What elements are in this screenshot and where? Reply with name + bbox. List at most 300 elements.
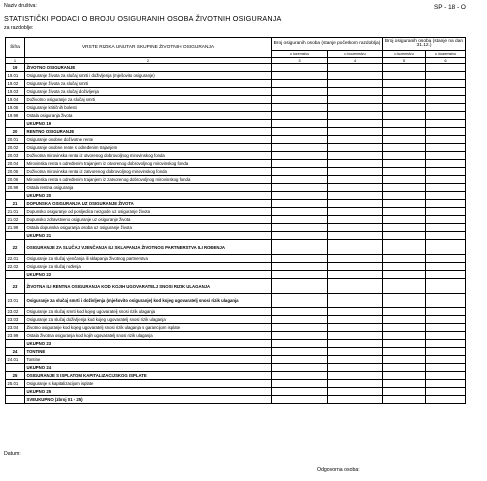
row-label: RENTNO OSIGURANJE: [25, 128, 272, 136]
value-cell[interactable]: [426, 240, 466, 255]
value-cell[interactable]: [383, 232, 426, 240]
row-code: 23: [6, 279, 25, 294]
row-code: 21.99: [6, 224, 25, 232]
value-cell[interactable]: [426, 356, 466, 364]
value-cell[interactable]: [272, 224, 328, 232]
value-cell[interactable]: [272, 192, 328, 200]
value-cell[interactable]: [383, 168, 426, 176]
row-label: Osiguranje s kapitalizacijom isplate: [25, 380, 272, 388]
value-cell[interactable]: [272, 88, 328, 96]
value-cell[interactable]: [383, 396, 426, 404]
value-cell[interactable]: [272, 356, 328, 364]
value-cell[interactable]: [328, 64, 383, 72]
col-number: 3: [272, 58, 328, 64]
row-code: [6, 396, 25, 404]
value-cell[interactable]: [328, 80, 383, 88]
value-cell[interactable]: [383, 224, 426, 232]
table-row: [6, 120, 466, 128]
value-cell[interactable]: [328, 348, 383, 356]
row-label: ŽIVOTNA ILI RENTNA OSIGURANJA KOD KOJIH UGOVARATELJ SNOSI RIZIK ULAGANJA: [25, 279, 272, 294]
row-label: OSIGURANJE ZA SLUČAJ VJENČANJA ILI SKLAPANJA ŽIVOTNOG PARTNERSTVA ILI ROĐENJA: [25, 240, 272, 255]
value-cell[interactable]: [272, 332, 328, 340]
table-row: [6, 136, 466, 144]
col-type-header: VRSTE RIZIKA UNUTAR SKUPINE ŽIVOTNIH OSIGURANJA: [25, 38, 272, 58]
value-cell[interactable]: [383, 308, 426, 316]
value-cell[interactable]: [426, 396, 466, 404]
row-code: 24: [6, 348, 25, 356]
value-cell[interactable]: [383, 136, 426, 144]
row-code: [6, 232, 25, 240]
value-cell[interactable]: [328, 232, 383, 240]
row-code: [6, 388, 25, 396]
value-cell[interactable]: [426, 192, 466, 200]
table-row: [6, 152, 466, 160]
row-label: Ostala dopunska osiguranja osoba uz osiguranje života: [25, 224, 272, 232]
value-cell[interactable]: [426, 104, 466, 112]
row-label: Osiguranje za slučaj rođenja: [25, 263, 272, 271]
value-cell[interactable]: [383, 96, 426, 104]
row-label: Doživotna mirovinska renta iz zatvorenog dobrovoljnog mirovinskog fonda: [25, 168, 272, 176]
table-row: [6, 72, 466, 80]
value-cell[interactable]: [328, 176, 383, 184]
row-label: Osiguranje osobne rente s određenim trajanjem: [25, 144, 272, 152]
value-cell[interactable]: [383, 294, 426, 308]
row-code: [6, 271, 25, 279]
table-row: [6, 80, 466, 88]
row-code: [6, 120, 25, 128]
value-cell[interactable]: [272, 308, 328, 316]
table-row: [6, 224, 466, 232]
row-code: 19.01: [6, 72, 25, 80]
value-cell[interactable]: [272, 104, 328, 112]
value-cell[interactable]: [328, 356, 383, 364]
value-cell[interactable]: [272, 388, 328, 396]
value-cell[interactable]: [426, 200, 466, 208]
table-row: [6, 200, 466, 208]
value-cell[interactable]: [383, 88, 426, 96]
value-cell[interactable]: [426, 340, 466, 348]
row-code: 21.01: [6, 208, 25, 216]
row-label: Osiguranje života za slučaj doživljenja: [25, 88, 272, 96]
table-row: [6, 112, 466, 120]
value-cell[interactable]: [328, 200, 383, 208]
row-label: SVEUKUPNO (zbroj 01 - 25): [25, 396, 272, 404]
value-cell[interactable]: [328, 136, 383, 144]
value-cell[interactable]: [272, 263, 328, 271]
value-cell[interactable]: [426, 348, 466, 356]
col-code-header: Šifra: [6, 38, 25, 58]
row-code: 20.06: [6, 176, 25, 184]
row-code: 22.02: [6, 263, 25, 271]
statistics-table: [5, 37, 466, 404]
value-cell[interactable]: [426, 216, 466, 224]
value-cell[interactable]: [328, 372, 383, 380]
value-cell[interactable]: [272, 176, 328, 184]
value-cell[interactable]: [426, 316, 466, 324]
value-cell[interactable]: [383, 216, 426, 224]
value-cell[interactable]: [383, 380, 426, 388]
value-cell[interactable]: [383, 324, 426, 332]
col-sub-foreign-start: u inozemstvu: [328, 51, 383, 58]
row-code: [6, 364, 25, 372]
value-cell[interactable]: [383, 184, 426, 192]
value-cell[interactable]: [328, 96, 383, 104]
row-label: Osiguranje za slučaj vjenčanja ili sklapanja životnog partnerstva: [25, 255, 272, 263]
value-cell[interactable]: [328, 128, 383, 136]
row-label: Ostala životna osiguranja kod kojih ugovaratelj snosi rizik ulaganja: [25, 332, 272, 340]
value-cell[interactable]: [426, 380, 466, 388]
value-cell[interactable]: [328, 216, 383, 224]
value-cell[interactable]: [383, 372, 426, 380]
row-label: Dopunsko zdravstveno osiguranje uz osiguranje života: [25, 216, 272, 224]
value-cell[interactable]: [426, 279, 466, 294]
row-code: 23.02: [6, 308, 25, 316]
value-cell[interactable]: [272, 271, 328, 279]
value-cell[interactable]: [272, 216, 328, 224]
value-cell[interactable]: [383, 192, 426, 200]
value-cell[interactable]: [383, 332, 426, 340]
value-cell[interactable]: [328, 364, 383, 372]
form-code: SP - 18 - O: [434, 4, 466, 11]
value-cell[interactable]: [383, 72, 426, 80]
value-cell[interactable]: [328, 271, 383, 279]
value-cell[interactable]: [426, 168, 466, 176]
value-cell[interactable]: [328, 388, 383, 396]
value-cell[interactable]: [328, 308, 383, 316]
table-row: [6, 316, 466, 324]
value-cell[interactable]: [272, 396, 328, 404]
value-cell[interactable]: [383, 64, 426, 72]
table-row: [6, 308, 466, 316]
col-group-start-header: Broj osiguranih osoba (stanje početkom razdoblja): [272, 38, 383, 51]
value-cell[interactable]: [383, 240, 426, 255]
row-label: UKUPNO 21: [25, 232, 272, 240]
col-number: 1: [6, 58, 25, 64]
table-row: [6, 176, 466, 184]
table-row: [6, 340, 466, 348]
row-label: Doživotno osiguranje za slučaj smrti: [25, 96, 272, 104]
responsible-person-label: Odgovorna osoba:: [317, 467, 360, 473]
value-cell[interactable]: [272, 184, 328, 192]
row-code: 22.01: [6, 255, 25, 263]
value-cell[interactable]: [426, 308, 466, 316]
row-label: OSIGURANJE S ISPLATOM KAPITALIZACIJSKOG ISPLATE: [25, 372, 272, 380]
row-code: 20: [6, 128, 25, 136]
row-code: [6, 192, 25, 200]
value-cell[interactable]: [272, 112, 328, 120]
value-cell[interactable]: [328, 208, 383, 216]
row-code: 25: [6, 372, 25, 380]
table-row: [6, 364, 466, 372]
value-cell[interactable]: [426, 96, 466, 104]
value-cell[interactable]: [328, 263, 383, 271]
value-cell[interactable]: [383, 356, 426, 364]
table-row: [6, 168, 466, 176]
value-cell[interactable]: [383, 364, 426, 372]
value-cell[interactable]: [272, 208, 328, 216]
row-code: 19: [6, 64, 25, 72]
value-cell[interactable]: [426, 88, 466, 96]
table-row: [6, 294, 466, 308]
value-cell[interactable]: [383, 200, 426, 208]
value-cell[interactable]: [328, 294, 383, 308]
value-cell[interactable]: [272, 340, 328, 348]
value-cell[interactable]: [328, 112, 383, 120]
row-label: Mirovinska renta s određenim trajanjem iz otvorenog dobrovoljnog mirovinskog fonda: [25, 160, 272, 168]
value-cell[interactable]: [383, 316, 426, 324]
value-cell[interactable]: [426, 64, 466, 72]
row-label: DOPUNSKA OSIGURANJA UZ OSIGURANJE ŽIVOTA: [25, 200, 272, 208]
value-cell[interactable]: [272, 348, 328, 356]
value-cell[interactable]: [383, 160, 426, 168]
row-label: Osiguranje kritičnih bolesti: [25, 104, 272, 112]
value-cell[interactable]: [328, 144, 383, 152]
col-sub-domestic-end: u tuzemstvu: [383, 51, 426, 58]
row-code: 23.04: [6, 324, 25, 332]
value-cell[interactable]: [383, 388, 426, 396]
period-label: za razdoblje:: [4, 25, 34, 31]
table-row: [6, 64, 466, 72]
row-label: Tontine: [25, 356, 272, 364]
value-cell[interactable]: [383, 279, 426, 294]
value-cell[interactable]: [272, 255, 328, 263]
date-label: Datum:: [4, 451, 21, 457]
value-cell[interactable]: [328, 72, 383, 80]
row-label: Osiguranje osobne doživotne rente: [25, 136, 272, 144]
value-cell[interactable]: [426, 263, 466, 271]
value-cell[interactable]: [426, 160, 466, 168]
row-label: UKUPNO 23: [25, 340, 272, 348]
table-row: [6, 332, 466, 340]
value-cell[interactable]: [328, 316, 383, 324]
row-label: Osiguranje za slučaj smrti kod kojeg ugovaratelj snosi rizik ulaganja: [25, 308, 272, 316]
table-row: [6, 216, 466, 224]
value-cell[interactable]: [383, 120, 426, 128]
col-number: 2: [25, 58, 272, 64]
value-cell[interactable]: [272, 64, 328, 72]
row-code: 19.04: [6, 96, 25, 104]
value-cell[interactable]: [426, 208, 466, 216]
value-cell[interactable]: [426, 332, 466, 340]
table-row: [6, 208, 466, 216]
value-cell[interactable]: [426, 271, 466, 279]
value-cell[interactable]: [328, 255, 383, 263]
row-label: UKUPNO 19: [25, 120, 272, 128]
row-code: 19.99: [6, 112, 25, 120]
row-code: 25.01: [6, 380, 25, 388]
row-code: 24.01: [6, 356, 25, 364]
value-cell[interactable]: [383, 348, 426, 356]
table-row: [6, 232, 466, 240]
value-cell[interactable]: [328, 160, 383, 168]
row-label: Osiguranje za slučaj doživljenja kod kojeg ugovaratelj snosi rizik ulaganja: [25, 316, 272, 324]
value-cell[interactable]: [328, 152, 383, 160]
value-cell[interactable]: [328, 168, 383, 176]
row-label: Mirovinska renta s određenim trajanjem iz zatvorenog dobrovoljnog mirovinskog fonda: [25, 176, 272, 184]
table-row: [6, 240, 466, 255]
report-title: STATISTIČKI PODACI O BROJU OSIGURANIH OSOBA ŽIVOTNIH OSIGURANJA: [4, 14, 282, 23]
value-cell[interactable]: [328, 240, 383, 255]
value-cell[interactable]: [328, 332, 383, 340]
value-cell[interactable]: [328, 224, 383, 232]
table-row: [6, 192, 466, 200]
value-cell[interactable]: [328, 380, 383, 388]
value-cell[interactable]: [328, 192, 383, 200]
value-cell[interactable]: [426, 184, 466, 192]
row-label: Životno osiguranje kod kojeg ugovaratelj snosi rizik ulaganja s garancijom isplate: [25, 324, 272, 332]
value-cell[interactable]: [328, 324, 383, 332]
table-row: [6, 380, 466, 388]
value-cell[interactable]: [272, 372, 328, 380]
table-row: [6, 388, 466, 396]
row-label: UKUPNO 25: [25, 388, 272, 396]
value-cell[interactable]: [272, 380, 328, 388]
company-name-label: Naziv društva:: [4, 3, 37, 9]
value-cell[interactable]: [426, 152, 466, 160]
row-label: ŽIVOTNO OSIGURANJE: [25, 64, 272, 72]
row-label: UKUPNO 24: [25, 364, 272, 372]
row-code: 20.02: [6, 144, 25, 152]
value-cell[interactable]: [272, 128, 328, 136]
value-cell[interactable]: [272, 364, 328, 372]
col-sub-domestic-start: u tuzemstvu: [272, 51, 328, 58]
value-cell[interactable]: [426, 136, 466, 144]
value-cell[interactable]: [272, 294, 328, 308]
table-row: [6, 96, 466, 104]
value-cell[interactable]: [272, 232, 328, 240]
row-code: 22: [6, 240, 25, 255]
value-cell[interactable]: [383, 112, 426, 120]
row-label: Ostala rentna osiguranja: [25, 184, 272, 192]
table-row: [6, 104, 466, 112]
value-cell[interactable]: [328, 120, 383, 128]
value-cell[interactable]: [426, 388, 466, 396]
row-label: TONTINE: [25, 348, 272, 356]
table-row: [6, 372, 466, 380]
table-row: [6, 128, 466, 136]
row-code: 20.05: [6, 168, 25, 176]
row-code: 19.05: [6, 104, 25, 112]
value-cell[interactable]: [426, 324, 466, 332]
value-cell[interactable]: [383, 80, 426, 88]
table-row: [6, 263, 466, 271]
value-cell[interactable]: [426, 128, 466, 136]
value-cell[interactable]: [426, 176, 466, 184]
row-label: Ostala osiguranja života: [25, 112, 272, 120]
value-cell[interactable]: [383, 263, 426, 271]
value-cell[interactable]: [328, 104, 383, 112]
value-cell[interactable]: [426, 255, 466, 263]
value-cell[interactable]: [426, 144, 466, 152]
value-cell[interactable]: [272, 72, 328, 80]
row-code: 20.03: [6, 152, 25, 160]
row-code: 20.04: [6, 160, 25, 168]
row-code: 20.01: [6, 136, 25, 144]
table-row: [6, 144, 466, 152]
table-row: [6, 160, 466, 168]
row-code: 23.01: [6, 294, 25, 308]
value-cell[interactable]: [272, 80, 328, 88]
value-cell[interactable]: [272, 96, 328, 104]
value-cell[interactable]: [426, 120, 466, 128]
value-cell[interactable]: [383, 104, 426, 112]
row-code: [6, 340, 25, 348]
col-number: 6: [426, 58, 466, 64]
value-cell[interactable]: [426, 294, 466, 308]
value-cell[interactable]: [328, 184, 383, 192]
row-label: Osiguranje života za slučaj smrti: [25, 80, 272, 88]
col-number: 4: [328, 58, 383, 64]
value-cell[interactable]: [272, 160, 328, 168]
value-cell[interactable]: [328, 279, 383, 294]
table-row: [6, 396, 466, 404]
col-sub-foreign-end: u inozemstvu: [426, 51, 466, 58]
row-label: UKUPNO 22: [25, 271, 272, 279]
value-cell[interactable]: [426, 112, 466, 120]
value-cell[interactable]: [426, 80, 466, 88]
value-cell[interactable]: [383, 208, 426, 216]
value-cell[interactable]: [383, 144, 426, 152]
table-row: [6, 271, 466, 279]
value-cell[interactable]: [426, 232, 466, 240]
value-cell[interactable]: [272, 324, 328, 332]
value-cell[interactable]: [272, 120, 328, 128]
row-code: 23.99: [6, 332, 25, 340]
value-cell[interactable]: [383, 176, 426, 184]
row-label: Osiguranje života za slučaj smrti i doživljenja (mješovito osiguranje): [25, 72, 272, 80]
table-row: [6, 184, 466, 192]
row-code: 19.02: [6, 80, 25, 88]
value-cell[interactable]: [426, 72, 466, 80]
value-cell[interactable]: [383, 340, 426, 348]
value-cell[interactable]: [272, 152, 328, 160]
row-code: 21: [6, 200, 25, 208]
value-cell[interactable]: [272, 240, 328, 255]
table-row: [6, 324, 466, 332]
value-cell[interactable]: [383, 128, 426, 136]
value-cell[interactable]: [328, 340, 383, 348]
table-row: [6, 279, 466, 294]
col-number: 5: [383, 58, 426, 64]
value-cell[interactable]: [328, 396, 383, 404]
value-cell[interactable]: [272, 144, 328, 152]
value-cell[interactable]: [272, 316, 328, 324]
row-label: Dopunsko osiguranje od posljedica nezgode uz osiguranje života: [25, 208, 272, 216]
value-cell[interactable]: [272, 279, 328, 294]
table-row: [6, 348, 466, 356]
row-label: UKUPNO 20: [25, 192, 272, 200]
value-cell[interactable]: [426, 372, 466, 380]
value-cell[interactable]: [272, 200, 328, 208]
row-code: 23.03: [6, 316, 25, 324]
row-code: 20.99: [6, 184, 25, 192]
row-code: 21.02: [6, 216, 25, 224]
col-group-end-header: Broj osiguranih osoba (stanje na dan 31.12.): [383, 38, 466, 51]
table-row: [6, 255, 466, 263]
value-cell[interactable]: [328, 88, 383, 96]
table-row: [6, 88, 466, 96]
value-cell[interactable]: [383, 271, 426, 279]
value-cell[interactable]: [426, 364, 466, 372]
row-label: Doživotna mirovinska renta iz otvorenog dobrovoljnog mirovinskog fonda: [25, 152, 272, 160]
value-cell[interactable]: [383, 152, 426, 160]
row-label: Osiguranje za slučaj smrti i doživljenja (mješovito osiguranje) kod kojeg ugovaratelj snosi rizik ulaganja: [25, 294, 272, 308]
row-code: 19.03: [6, 88, 25, 96]
value-cell[interactable]: [426, 224, 466, 232]
value-cell[interactable]: [383, 255, 426, 263]
value-cell[interactable]: [272, 136, 328, 144]
value-cell[interactable]: [272, 168, 328, 176]
